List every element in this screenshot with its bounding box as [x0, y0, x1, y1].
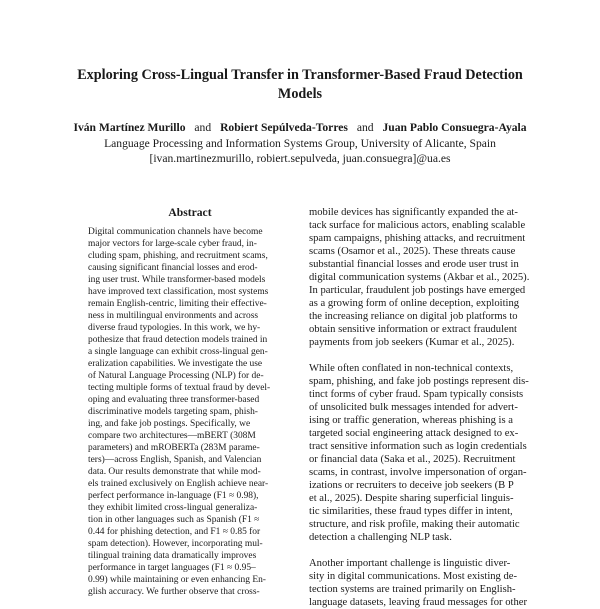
body-text-line: of unsolicited bulk messages intended for advert-	[309, 402, 518, 413]
author-1: Iván Martínez Murillo	[73, 121, 186, 134]
body-text-line: izations or recruiters to deceive job seekers (B P	[309, 480, 514, 491]
body-text-line: In particular, fraudulent job postings have emerged	[309, 285, 526, 296]
body-text-line: spam, phishing, and fake job postings represent dis-	[309, 376, 529, 387]
body-text-line: language datasets, leaving fraud messages for other	[309, 597, 527, 608]
body-text-line: detection a challenging NLP task.	[309, 532, 452, 543]
body-text-line: digital communication systems (Akbar et al., 2025).	[309, 272, 530, 283]
body-text-line: tection systems are trained primarily on English-	[309, 584, 516, 595]
body-text-line: ising or traffic generation, whereas phishing is a	[309, 415, 513, 426]
body-text-line: mobile devices has significantly expanded the at-	[309, 207, 518, 218]
abstract-line: performance in target languages (F1 ≈ 0.95–	[88, 563, 256, 573]
body-text-line: While often conflated in non-technical contexts,	[309, 363, 514, 374]
abstract-line: remain English-centric, limiting their effective-	[88, 299, 267, 309]
body-text-line: Another important challenge is linguistic diver-	[309, 558, 511, 569]
author-separator: and	[356, 121, 374, 134]
author-2: Robiert Sepúlveda-Torres	[220, 121, 348, 134]
abstract-line: tion in other languages such as Spanish (F1 ≈	[88, 515, 260, 525]
body-text-line: scams, in contrast, involve impersonation of organ-	[309, 467, 527, 478]
abstract-line: Digital communication channels have become	[88, 227, 263, 237]
body-text-line: tinct forms of cyber fraud. Spam typically consists	[309, 389, 524, 400]
abstract-line: ing user trust. While transformer-based models	[88, 275, 266, 285]
body-text-line: or financial data (Saka et al., 2025). Recruitment	[309, 454, 516, 465]
abstract-line: 0.44 for phishing detection, and F1 ≈ 0.85 for	[88, 527, 261, 537]
abstract-line: glish accuracy. We further observe that cross-	[88, 587, 260, 597]
abstract-line: perfect performance in-language (F1 ≈ 0.98),	[88, 491, 259, 501]
author-emails: [ivan.martinezmurillo, robiert.sepulveda, juan.consuegra]@ua.es	[149, 152, 451, 165]
title-line-2: Models	[277, 86, 323, 102]
body-text-line: substantial financial losses and erode user trust in	[309, 259, 519, 270]
body-text-line: the increasing reliance on digital job platforms to	[309, 311, 518, 322]
author-3: Juan Pablo Consuegra-Ayala	[382, 121, 527, 134]
body-text-line: payments from job seekers (Kumar et al., 2025).	[309, 337, 515, 348]
abstract-line: major vectors for large-scale cyber fraud, in-	[88, 239, 257, 249]
abstract-line: they exhibit limited cross-lingual generaliza-	[88, 503, 258, 513]
affiliation: Language Processing and Information Systems Group, University of Alicante, Spain	[104, 137, 496, 150]
body-text-line: tack surface for malicious actors, enabling scalable	[309, 220, 526, 231]
body-text-line: sity in digital communications. Most existing de-	[309, 571, 518, 582]
abstract-line: of Natural Language Processing (NLP) for de-	[88, 371, 264, 381]
body-text-line: et al., 2025). Despite sharing superficial linguis-	[309, 493, 514, 504]
body-text-line: obtain sensitive information or extract fraudulent	[309, 324, 517, 335]
abstract-line: causing significant financial losses and erod-	[88, 263, 258, 273]
abstract-line: parameters) and mROBERTa (283M parame-	[88, 443, 260, 453]
abstract-line: oping and evaluating three transformer-based	[88, 395, 260, 405]
body-text-line: tic similarities, these fraud types differ in intent,	[309, 506, 513, 517]
abstract-line: 0.99) while maintaining or even enhancing En-	[88, 575, 266, 585]
abstract-line: ters)—across English, Spanish, and Valencian	[88, 455, 262, 465]
abstract-line: ness in multilingual environments and across	[88, 311, 259, 321]
abstract-line: compare two architectures—mBERT (308M	[88, 431, 256, 441]
author-separator: and	[194, 121, 212, 134]
abstract-line: els trained exclusively on English achieve near-	[88, 479, 269, 489]
abstract-line: eralization capabilities. We investigate the use	[88, 359, 263, 369]
abstract-line: tecting multiple forms of textual fraud by devel-	[88, 383, 271, 393]
abstract-line: spam detection). However, incorporating mul-	[88, 539, 263, 549]
abstract-line: have improved text classification, most systems	[88, 287, 269, 297]
paper-title	[40, 66, 560, 104]
author-list	[20, 121, 580, 135]
body-text-line: structure, and risk profile, making their automatic	[309, 519, 520, 530]
abstract-heading: Abstract	[168, 206, 212, 219]
abstract-line: diverse fraud typologies. In this work, we hy-	[88, 323, 261, 333]
title-line-1: Exploring Cross-Lingual Transfer in Transformer-Based Fraud Detection	[77, 67, 523, 83]
body-text-line: spam campaigns, phishing attacks, and recruitment	[309, 233, 526, 244]
body-text-line: targeted social engineering attack designed to ex-	[309, 428, 519, 439]
abstract-line: data. Our results demonstrate that while mod-	[88, 467, 261, 477]
abstract-line: tilingual training data dramatically improves	[88, 551, 257, 561]
body-text-line: tract sensitive information such as login credentials	[309, 441, 527, 452]
body-text-line: scams (Osamor et al., 2025). These threats cause	[309, 246, 516, 257]
abstract-line: a single language can exhibit cross-lingual gen-	[88, 347, 268, 357]
abstract-line: discriminative models targeting spam, phish-	[88, 407, 258, 417]
abstract-line: cluding spam, phishing, and recruitment scams,	[88, 251, 268, 261]
abstract-line: pothesize that fraud detection models trained in	[88, 335, 268, 345]
abstract-line: ing, and fake job postings. Specifically, we	[88, 419, 251, 429]
body-text-line: as a growing form of online deception, exploiting	[309, 298, 520, 309]
